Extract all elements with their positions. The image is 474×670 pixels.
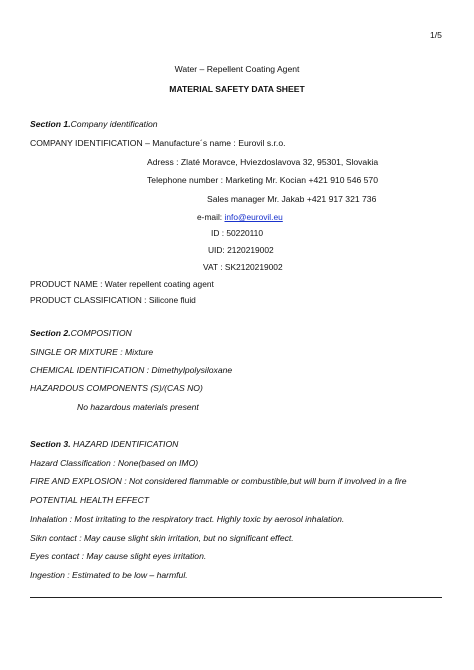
footer-divider xyxy=(30,597,442,598)
section-1-heading xyxy=(30,119,158,130)
company-id: ID : 50220110 xyxy=(211,228,263,238)
company-address: Adress : Zlaté Moravce, Hviezdoslavova 32, 95301, Slovakia xyxy=(147,157,379,167)
email-line xyxy=(197,212,283,223)
single-or-mixture: SINGLE OR MIXTURE : Mixture xyxy=(30,347,154,357)
section-2-number: Section 2. xyxy=(30,328,71,338)
product-classification: PRODUCT CLASSIFICATION : Silicone fluid xyxy=(30,295,196,305)
hazard-classification: Hazard Classification : None(based on IMO) xyxy=(30,458,199,468)
section-3-title: HAZARD IDENTIFICATION xyxy=(70,439,179,449)
section-3-heading xyxy=(30,439,178,450)
eyes-contact: Eyes contact : May cause slight eyes irritation. xyxy=(30,551,207,561)
email-label: e-mail: xyxy=(197,212,225,222)
skin-contact: Sikn contact : May cause slight skin irritation, but no significant effect. xyxy=(30,533,294,543)
section-1-number: Section 1. xyxy=(30,119,71,129)
sales-manager: Sales manager Mr. Jakab +421 917 321 736 xyxy=(207,194,377,204)
section-2-heading xyxy=(30,328,132,339)
company-uid: UID: 2120219002 xyxy=(208,245,274,255)
document-subtitle: Water – Repellent Coating Agent xyxy=(174,64,300,74)
document-title: MATERIAL SAFETY DATA SHEET xyxy=(169,84,305,94)
ingestion: Ingestion : Estimated to be low – harmful. xyxy=(30,570,188,580)
company-vat: VAT : SK2120219002 xyxy=(203,262,283,272)
section-2-title: COMPOSITION xyxy=(70,328,132,338)
hazardous-components: HAZARDOUS COMPONENTS (S)/(CAS NO) xyxy=(30,383,203,393)
chemical-identification: CHEMICAL IDENTIFICATION : Dimethylpolysiloxane xyxy=(30,365,233,375)
fire-and-explosion: FIRE AND EXPLOSION : Not considered flammable or combustible,but will burn if involved in a fire xyxy=(30,476,407,486)
section-1-title: Company identification xyxy=(70,119,158,129)
company-telephone: Telephone number : Marketing Mr. Kocian +421 910 546 570 xyxy=(147,175,378,185)
company-identification: COMPANY IDENTIFICATION – Manufacture´s name : Eurovil s.r.o. xyxy=(30,138,286,148)
inhalation: Inhalation : Most irritating to the respiratory tract. Highly toxic by aerosol inhalation. xyxy=(30,514,345,524)
email-link[interactable]: info@eurovil.eu xyxy=(224,212,283,222)
section-3-number: Section 3. xyxy=(30,439,71,449)
page-number: 1/5 xyxy=(430,30,442,40)
no-hazardous-materials: No hazardous materials present xyxy=(77,402,199,412)
potential-health-effect: POTENTIAL HEALTH EFFECT xyxy=(30,495,150,505)
product-name: PRODUCT NAME : Water repellent coating agent xyxy=(30,279,214,289)
